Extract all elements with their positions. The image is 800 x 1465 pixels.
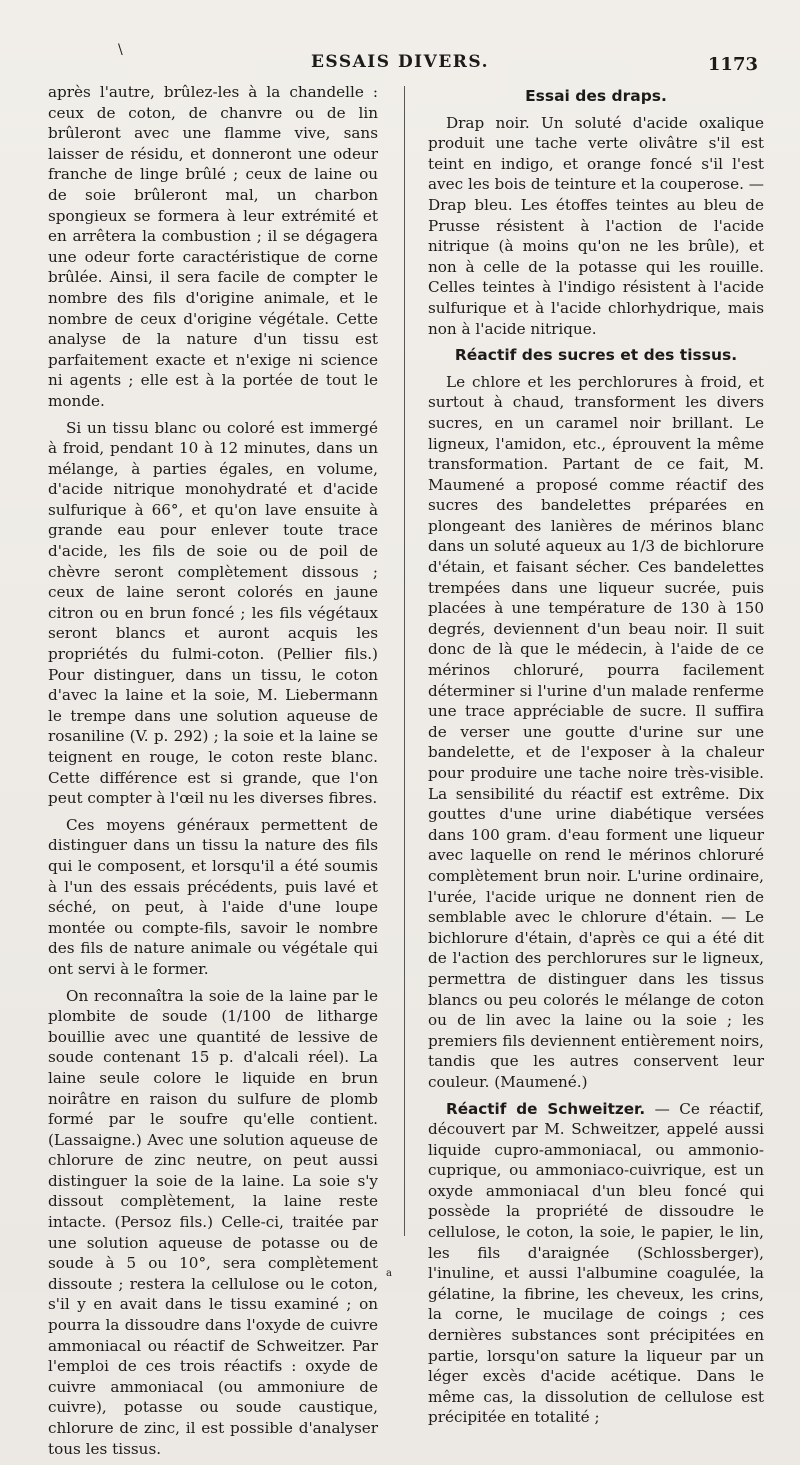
paragraph: Drap noir. Un soluté d'acide oxalique produit une tache verte olivâtre s'il est teint en indigo, et orange foncé s'il l'est avec les bois de teinture et la couperose. — Drap bleu. Les étoffes teintes au bleu de Prusse résistent à l'action de l'acide nitrique (à moins qu'on ne les brûle), et non à celle de la potasse qui les rouille. Celles teintes à l'indigo résistent à l'acide sulfurique et à l'acide chlorhydrique, mais non à l'acide nitrique.: [428, 113, 764, 338]
paragraph: On reconnaîtra la soie de la laine par le plombite de soude (1/100 de litharge bouillie avec une quantité de lessive de soude contenant 15 p. d'alcali réel). La laine seule colore le liquide en brun noirâtre en raison du sulfure de plomb formé par le soufre qu'elle contient. (Lassaigne.) Avec une solution aqueuse de chlorure de zinc neutre, on peut aussi distinguer la soie de la laine. La soie s'y dissout complètement, la laine reste intacte. (Persoz fils.) Celle-ci, traitée par une solution aqueuse de potasse ou de soude à 5 ou 10°, sera complètement dissoute ; restera la cellulose ou le coton, s'il y en avait dans le tissu examiné ; on pourra la dissoudre dans l'oxyde de cuivre ammoniacal ou réactif de Schweitzer. Par l'emploi de ces trois réactifs : oxyde de cuivre ammoniacal (ou ammoniure de cuivre), potasse ou soude caustique, chlorure de zinc, il est possible d'analyser tous les tissus.: [48, 986, 378, 1458]
footer-mark: a: [386, 1268, 392, 1279]
inline-heading: Réactif de Schweitzer.: [446, 1099, 646, 1118]
column-divider: [404, 86, 405, 1236]
running-head: [0, 42, 800, 76]
margin-mark: \: [118, 42, 123, 58]
paragraph: [428, 1099, 764, 1429]
paragraph: Le chlore et les perchlorures à froid, et surtout à chaud, transforment les divers sucres, en un caramel noir brillant. Le ligneux, l'amidon, etc., éprouvent la même transformation. Partant de ce fait, M. Maumené a proposé comme réactif des sucres des bandelettes préparées en plongeant des lanières de mérinos blanc dans un soluté aqueux au 1/3 de bichlorure d'étain, et faisant sécher. Ces bandelettes trempées dans une liqueur sucrée, puis placées à une température de 130 à 150 degrés, deviennent d'un beau noir. Il suit donc de là que le médecin, à l'aide de ce mérinos chloruré, pourra facilement déterminer si l'urine d'un malade renferme une trace appréciable de sucre. Il suffira de verser une goutte d'urine sur une bandelette, et de l'exposer à la chaleur pour produire une tache noire très-visible. La sensibilité du réactif est extrême. Dix gouttes d'une urine diabétique versées dans 100 gram. d'eau forment une liqueur avec laquelle on rend le mérinos chloruré complètement brun noir. L'urine ordinaire, l'urée, l'acide urique ne donnent rien de semblable avec le chlorure d'étain. — Le bichlorure d'étain, d'après ce qui a été dit de l'action des perchlorures sur le ligneux, permettra de distinguer dans les tissus blancs ou peu colorés le mélange de coton ou de lin avec la laine ou la soie ; les premiers fils deviennent entièrement noirs, tandis que les autres conservent leur couleur. (Maumené.): [428, 372, 764, 1091]
left-column: [48, 82, 378, 1465]
paragraph: Si un tissu blanc ou coloré est immergé à froid, pendant 10 à 12 minutes, dans un mélange, à parties égales, en volume, d'acide nitrique monohydraté et d'acide sulfurique à 66°, et qu'on lave ensuite à grande eau pour enlever toute trace d'acide, les fils de soie ou de poil de chèvre seront complètement dissous ; ceux de laine seront colorés en jaune citron ou en brun foncé ; les fils végétaux seront blancs et auront acquis les propriétés du fulmi-coton. (Pellier fils.) Pour distinguer, dans un tissu, le coton d'avec la laine et la soie, M. Liebermann le trempe dans une solution aqueuse de rosaniline (V. p. 292) ; la soie et la laine se teignent en rouge, le coton reste blanc. Cette différence est si grande, que l'on peut compter à l'œil nu les diverses fibres.: [48, 418, 378, 808]
paragraph: Ces moyens généraux permettent de distinguer dans un tissu la nature des fils qui le composent, et lorsqu'il a été soumis à l'un des essais précédents, puis lavé et séché, on peut, à l'aide d'une loupe montée ou compte-fils, savoir le nombre des fils de nature animale ou végétale qui ont servi à le former.: [48, 815, 378, 978]
paragraph: après l'autre, brûlez-les à la chandelle : ceux de coton, de chanvre ou de lin brûleront avec une flamme vive, sans laisser de résidu, et donneront une odeur franche de linge brûlé ; ceux de laine ou de soie brûleront mal, un charbon spongieux se formera à leur extrémité et en arrêtera la combustion ; il se dégagera une odeur forte caractéristique de corne brûlée. Ainsi, il sera facile de compter le nombre des fils d'origine animale, et le nombre de ceux d'origine végétale. Cette analyse de la nature d'un tissu est parfaitement exacte et n'exige ni science ni agents ; elle est à la portée de tout le monde.: [48, 83, 378, 410]
page-number: 1173: [707, 54, 758, 75]
section-heading: Réactif des sucres et des tissus.: [454, 346, 738, 365]
running-title: ESSAIS DIVERS.: [310, 52, 490, 72]
right-column: [428, 82, 764, 1434]
section-heading: Essai des draps.: [525, 87, 667, 105]
paragraph-text: — Ce réactif, découvert par M. Schweitzer, appelé aussi liquide cupro-ammoniacal, ou ammonio-cuprique, ou ammoniaco-cuivrique, est un oxyde ammoniacal d'un bleu foncé qui possède la propriété de dissoudre le cellulose, le coton, la soie, le papier, le lin, les fils d'araignée (Schlossberger), l'inuline, et aussi l'albumine coagulée, la gélatine, la fibrine, les cheveux, les crins, la corne, le mucilage de coings ; ces dernières substances sont précipitées en partie, lorsqu'on sature la liqueur par un léger excès d'acide acétique. Dans le même cas, la dissolution de cellulose est précipitée en totalité ;: [428, 1099, 764, 1427]
